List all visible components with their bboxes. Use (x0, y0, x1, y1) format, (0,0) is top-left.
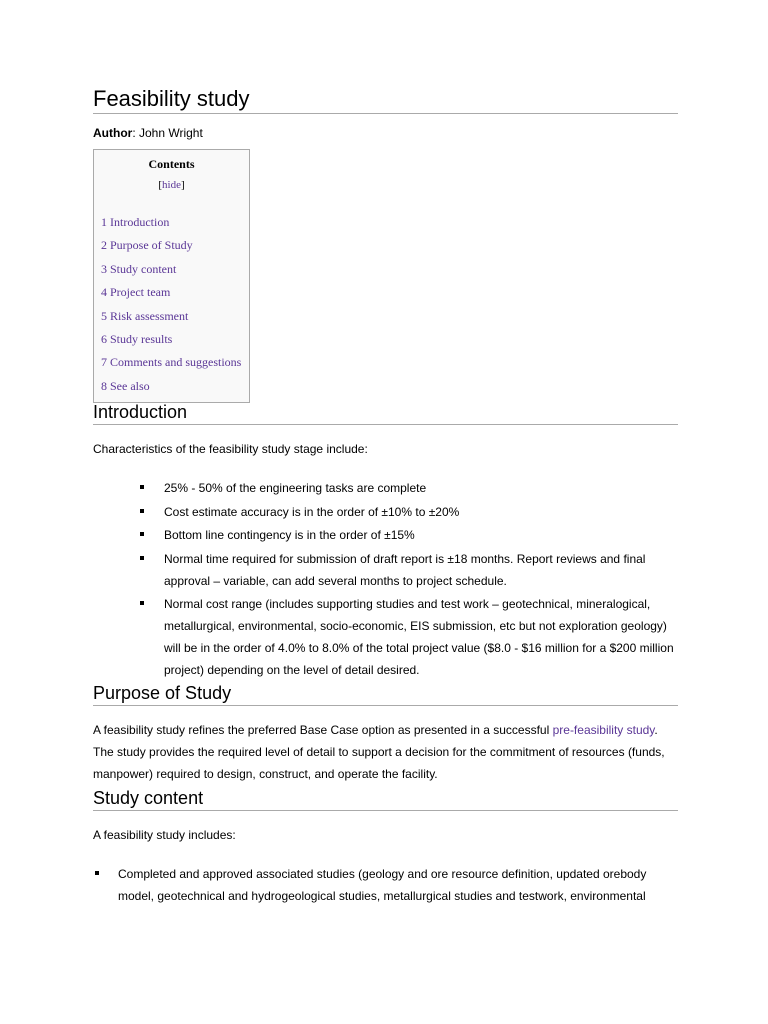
introduction-lead: Characteristics of the feasibility study stage include: (93, 442, 368, 456)
author-line (93, 126, 203, 140)
toc-item-see-also[interactable]: 8 See also (101, 378, 150, 393)
toc-item-study-results[interactable]: 6 Study results (101, 331, 173, 346)
list-item: Bottom line contingency is in the order of ±15% (164, 524, 674, 546)
toc-item-introduction[interactable]: 1 Introduction (101, 215, 170, 229)
pre-feasibility-link[interactable]: pre-feasibility study (552, 723, 655, 737)
toc-item-risk-assessment[interactable]: 5 Risk assessment (101, 308, 189, 323)
list-item: Completed and approved associated studies (geology and ore resource definition, updated orebody model, geotechnical and hydrogeological studies, metallurgical studies and testwork, environmental (118, 863, 674, 907)
purpose-text-end: . The study provides the required level of detail to support a decision for the commitment of resources (funds, manpower) required to design, construct, and operate the facility. (93, 723, 665, 781)
list-item: Cost estimate accuracy is in the order of ±10% to ±20% (164, 501, 674, 523)
study-content-lead: A feasibility study includes: (93, 828, 236, 842)
purpose-text-start: A feasibility study refines the preferred Base Case option as presented in a successful (93, 723, 553, 737)
study-content-list (118, 863, 674, 909)
page-title: Feasibility study (93, 86, 678, 114)
section-heading-purpose: Purpose of Study (93, 682, 678, 706)
toc-hide-link[interactable]: hide (162, 179, 181, 191)
purpose-paragraph (93, 719, 678, 785)
toc-item-study-content[interactable]: 3 Study content (101, 261, 177, 276)
table-of-contents (93, 149, 250, 403)
toc-item-comments[interactable]: 7 Comments and suggestions (101, 355, 242, 370)
author-name: : John Wright (132, 126, 203, 140)
toc-item-project-team[interactable]: 4 Project team (101, 285, 171, 300)
section-heading-study-content: Study content (93, 787, 678, 811)
toc-hide-toggle (94, 179, 249, 191)
section-heading-introduction: Introduction (93, 401, 678, 425)
toc-item-purpose[interactable]: 2 Purpose of Study (101, 238, 193, 253)
toc-list (94, 215, 249, 402)
list-item: Normal cost range (includes supporting studies and test work – geotechnical, mineralogical, metallurgical, environmental, socio-economic, EIS submission, etc but not exploration geology) will be in the order of 4.0% to 8.0% of the total project value ($8.0 - $16 million for a $200 million project) depending on the level of detail desired. (164, 593, 674, 681)
introduction-list (164, 477, 674, 683)
toc-hide-bracket-open: [ (158, 179, 163, 191)
list-item: Normal time required for submission of draft report is ±18 months. Report reviews and final approval – variable, can add several months to project schedule. (164, 548, 674, 592)
author-label: Author (93, 126, 133, 140)
toc-hide-bracket-close: ] (180, 179, 185, 191)
list-item: 25% - 50% of the engineering tasks are complete (164, 477, 674, 499)
toc-title: Contents (148, 157, 195, 171)
